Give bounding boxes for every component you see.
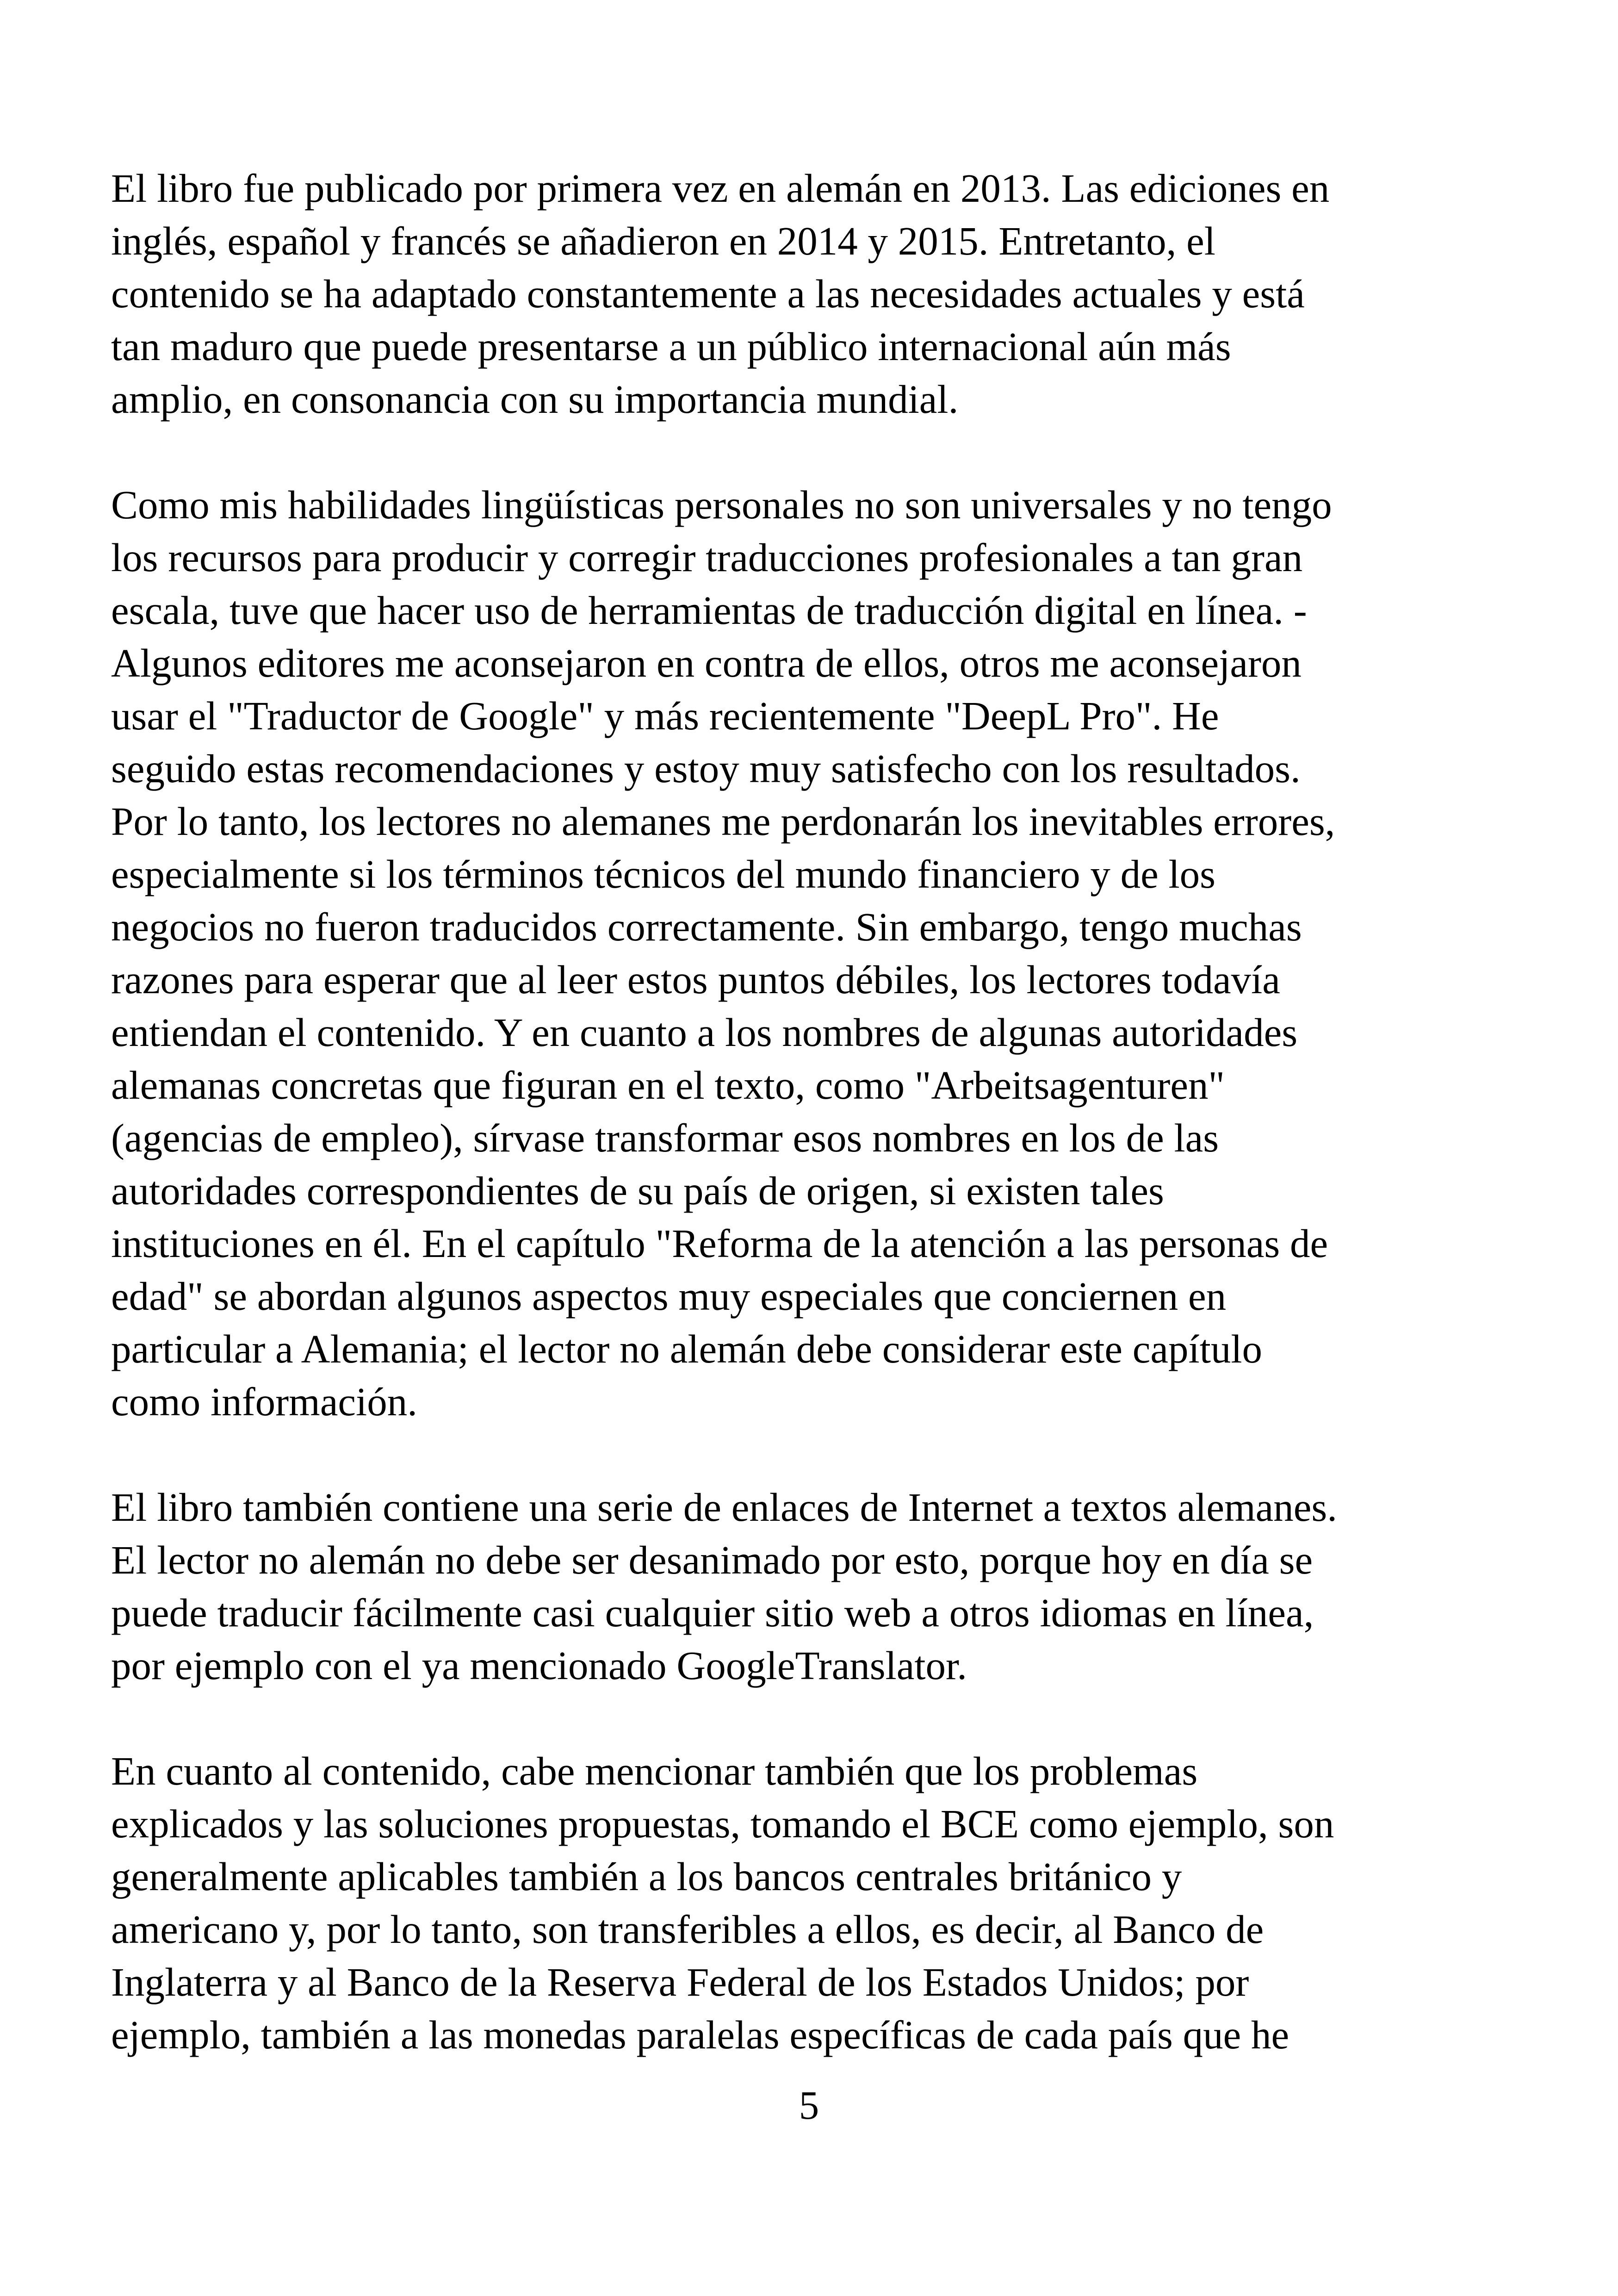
text-line: El lector no alemán no debe ser desanimado por esto, porque hoy en día se (111, 1537, 1313, 1582)
text-line: contenido se ha adaptado constantemente a las necesidades actuales y está (111, 271, 1305, 316)
text-line: especialmente si los términos técnicos del mundo financiero y de los (111, 852, 1216, 896)
text-line: Inglaterra y al Banco de la Reserva Federal de los Estados Unidos; por (111, 1960, 1249, 2004)
paragraph-2 (111, 479, 1518, 1428)
paragraph-spacer (111, 1692, 1518, 1745)
text-line: explicados y las soluciones propuestas, tomando el BCE como ejemplo, son (111, 1801, 1334, 1846)
paragraph-spacer (111, 426, 1518, 479)
text-line: El libro también contiene una serie de enlaces de Internet a textos alemanes. (111, 1485, 1337, 1530)
text-line: amplio, en consonancia con su importancia mundial. (111, 377, 959, 422)
text-line: seguido estas recomendaciones y estoy muy satisfecho con los resultados. (111, 746, 1301, 791)
text-line: razones para esperar que al leer estos puntos débiles, los lectores todavía (111, 957, 1280, 1002)
text-line: generalmente aplicables también a los bancos centrales británico y (111, 1854, 1182, 1899)
page-number: 5 (799, 2083, 819, 2128)
text-line: los recursos para producir y corregir traducciones profesionales a tan gran (111, 535, 1303, 580)
text-line: ejemplo, también a las monedas paralelas específicas de cada país que he (111, 2012, 1289, 2057)
text-line: edad" se abordan algunos aspectos muy especiales que conciernen en (111, 1274, 1227, 1319)
text-line: inglés, español y francés se añadieron en 2014 y 2015. Entretanto, el (111, 218, 1215, 263)
text-line: tan maduro que puede presentarse a un público internacional aún más (111, 324, 1231, 369)
paragraph-3 (111, 1481, 1518, 1692)
text-line: particular a Alemania; el lector no alemán debe considerar este capítulo (111, 1326, 1263, 1371)
text-line: usar el "Traductor de Google" y más recientemente "DeepL Pro". He (111, 693, 1219, 738)
paragraph-spacer (111, 1428, 1518, 1481)
text-line: El libro fue publicado por primera vez en alemán en 2013. Las ediciones en (111, 166, 1330, 211)
text-line: Algunos editores me aconsejaron en contra de ellos, otros me aconsejaron (111, 641, 1302, 685)
text-line: Como mis habilidades lingüísticas personales no son universales y no tengo (111, 482, 1332, 527)
text-line: negocios no fueron traducidos correctamente. Sin embargo, tengo muchas (111, 904, 1302, 949)
paragraph-1 (111, 162, 1518, 426)
text-line: entiendan el contenido. Y en cuanto a los nombres de algunas autoridades (111, 1010, 1298, 1055)
body-text (111, 162, 1518, 2061)
text-line: alemanas concretas que figuran en el texto, como "Arbeitsagenturen" (111, 1063, 1225, 1108)
text-line: como información. (111, 1379, 417, 1424)
text-line: instituciones en él. En el capítulo "Reforma de la atención a las personas de (111, 1221, 1328, 1266)
text-line: americano y, por lo tanto, son transferibles a ellos, es decir, al Banco de (111, 1907, 1264, 1952)
text-line: por ejemplo con el ya mencionado GoogleTranslator. (111, 1643, 967, 1688)
text-line: autoridades correspondientes de su país de origen, si existen tales (111, 1168, 1164, 1213)
paragraph-4 (111, 1745, 1518, 2061)
text-line: escala, tuve que hacer uso de herramientas de traducción digital en línea. - (111, 588, 1307, 633)
text-line: puede traducir fácilmente casi cualquier sitio web a otros idiomas en línea, (111, 1590, 1314, 1635)
text-line: Por lo tanto, los lectores no alemanes me perdonarán los inevitables errores, (111, 799, 1335, 844)
text-line: En cuanto al contenido, cabe mencionar también que los problemas (111, 1748, 1198, 1793)
text-line: (agencias de empleo), sírvase transformar esos nombres en los de las (111, 1115, 1219, 1160)
